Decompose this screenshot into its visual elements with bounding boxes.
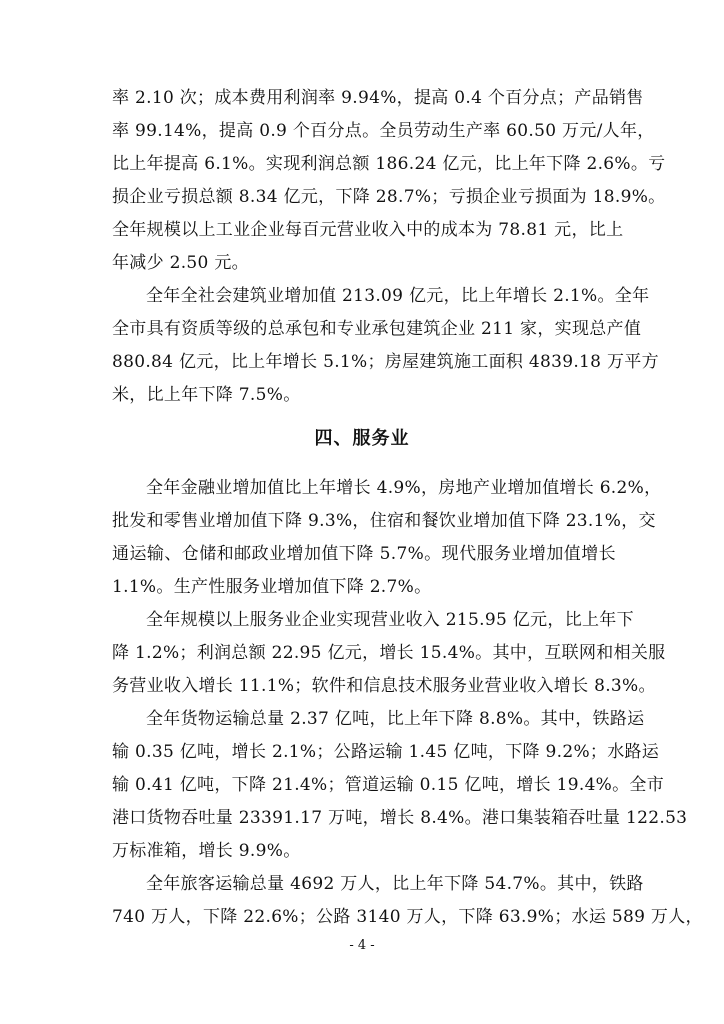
- text-line: 全年规模以上服务业企业实现营业收入 215.95 亿元，比上年下: [146, 610, 634, 630]
- text-line: 务营业收入增长 11.1%；软件和信息技术服务业营业收入增长 8.3%。: [112, 676, 656, 696]
- text-line: 880.84 亿元，比上年增长 5.1%；房屋建筑施工面积 4839.18 万平方: [112, 352, 659, 372]
- text-line: 全市具有资质等级的总承包和专业承包建筑企业 211 家，实现总产值: [112, 319, 642, 339]
- text-line: 输 0.41 亿吨，下降 21.4%；管道运输 0.15 亿吨，增长 19.4%。全市: [112, 775, 665, 795]
- text-line: 全年金融业增加值比上年增长 4.9%，房地产业增加值增长 6.2%，: [146, 478, 662, 498]
- page-number: - 4 -: [349, 938, 375, 953]
- text-line: 全年规模以上工业企业每百元营业收入中的成本为 78.81 元，比上: [112, 220, 624, 240]
- text-line: 输 0.35 亿吨，增长 2.1%；公路运输 1.45 亿吨，下降 9.2%；水路运: [112, 742, 660, 762]
- text-line: 全年旅客运输总量 4692 万人，比上年下降 54.7%。其中，铁路: [146, 874, 644, 894]
- text-line: 全年货物运输总量 2.37 亿吨，比上年下降 8.8%。其中，铁路运: [146, 709, 645, 729]
- text-line: 全年全社会建筑业增加值 213.09 亿元，比上年增长 2.1%。全年: [146, 286, 650, 306]
- text-line: 损企业亏损总额 8.34 亿元，下降 28.7%；亏损企业亏损面为 18.9%。: [112, 187, 666, 207]
- text-line: 米，比上年下降 7.5%。: [112, 385, 301, 405]
- section-heading: 四、服务业: [314, 428, 410, 449]
- text-line: 740 万人，下降 22.6%；公路 3140 万人，下降 63.9%；水运 589 万人，: [112, 907, 703, 927]
- text-line: 率 2.10 次；成本费用利润率 9.94%，提高 0.4 个百分点；产品销售: [112, 88, 644, 108]
- text-line: 年减少 2.50 元。: [112, 253, 249, 273]
- text-line: 批发和零售业增加值下降 9.3%，住宿和餐饮业增加值下降 23.1%，交: [112, 511, 656, 531]
- text-line: 比上年提高 6.1%。实现利润总额 186.24 亿元，比上年下降 2.6%。亏: [112, 154, 666, 174]
- text-line: 降 1.2%；利润总额 22.95 亿元，增长 15.4%。其中，互联网和相关服: [112, 643, 666, 663]
- text-line: 港口货物吞吐量 23391.17 万吨，增长 8.4%。港口集装箱吞吐量 122.53: [112, 808, 688, 828]
- text-line: 1.1%。生产性服务业增加值下降 2.7%。: [112, 577, 432, 597]
- text-line: 万标准箱，增长 9.9%。: [112, 841, 301, 861]
- text-line: 率 99.14%，提高 0.9 个百分点。全员劳动生产率 60.50 万元/人年，: [112, 121, 655, 141]
- text-line: 通运输、仓储和邮政业增加值下降 5.7%。现代服务业增加值增长: [112, 544, 616, 564]
